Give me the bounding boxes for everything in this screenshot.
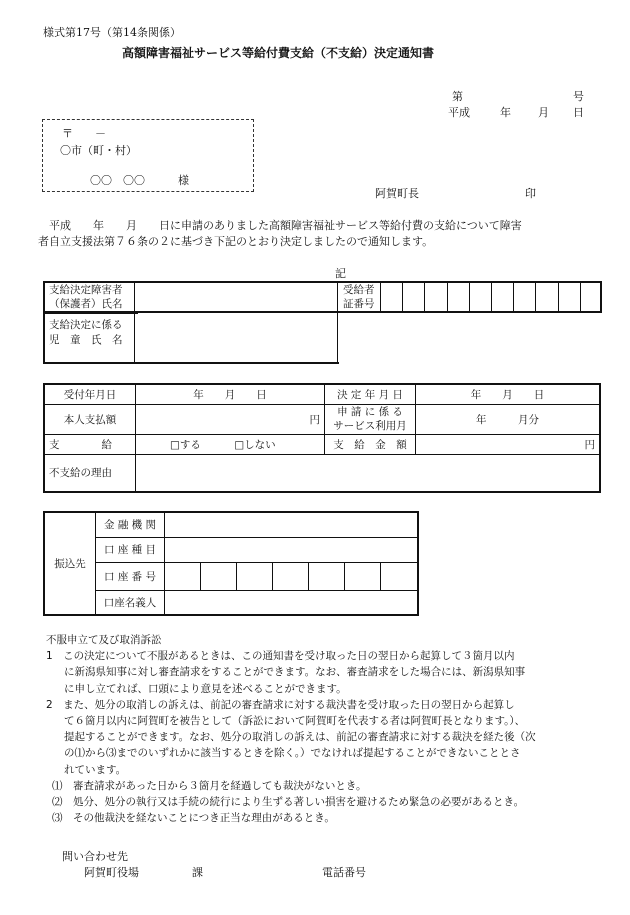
account-digit-cell[interactable]: [380, 562, 418, 590]
decision-date-label: 決 定 年 月 日: [325, 384, 416, 404]
account-digit-cell[interactable]: [344, 562, 380, 590]
note-2-line-e: れています。: [64, 763, 127, 776]
recipient-digit-divider: [535, 281, 536, 313]
recipient-digit-divider: [580, 281, 581, 313]
note-1-line-a: 1 この決定について不服があるときは、この通知書を受け取った日の翌日から起算して３箇月以内: [46, 650, 515, 663]
notes-heading: 不服申立て及び取消訴訟: [46, 634, 162, 646]
date-day: 日: [573, 106, 584, 119]
note-1-line-c: に申し立てれば、口頭により意見を述べることができます。: [64, 682, 347, 695]
document-title: 高額障害福祉サービス等給付費支給（不支給）決定通知書: [122, 46, 435, 60]
payment-label: 支 給: [44, 434, 136, 454]
seal-mark: 印: [525, 187, 536, 200]
recipient-digit-divider: [558, 281, 559, 313]
recipient-digit-divider: [491, 281, 492, 313]
self-pay-value[interactable]: [136, 404, 325, 434]
transfer-table: [43, 511, 419, 616]
note-2-line-c: 提起することができます。なお、処分の取消しの訴えは、前記の審査請求に対する裁決を経た後（次: [64, 731, 536, 744]
body-line-2: 者自立支援法第７６条の２に基づき下記のとおり決定しましたので通知します。: [38, 235, 434, 248]
note-2-line-b: て６箇月以内に阿賀町を被告として（訴訟において阿賀町を代表する者は阿賀町長となります。）、: [64, 715, 526, 728]
account-holder-value[interactable]: [165, 590, 419, 615]
account-holder-label: 口座名義人: [96, 590, 165, 615]
contact-office: 阿賀町役場: [84, 866, 139, 879]
account-type-value[interactable]: [165, 537, 419, 562]
recipient-digit-divider: [469, 281, 470, 313]
contact-ka: 課: [192, 866, 203, 879]
recipient-digit-divider: [424, 281, 425, 313]
child-name-label-2: 児 童 氏 名: [49, 334, 123, 346]
account-digit-cell[interactable]: [236, 562, 272, 590]
recipient-label-1: 受給者: [343, 284, 375, 296]
receipt-date-label: 受付年月日: [44, 384, 136, 404]
contact-phone: 電話番号: [322, 866, 366, 879]
note-1-line-b: に新潟県知事に対し審査請求をすることができます。なお、審査請求をした場合には、新潟県知事: [64, 666, 526, 679]
account-number-label: 口 座 番 号: [96, 562, 165, 590]
date-month: 月: [538, 106, 549, 119]
subnote-1: ⑴ 審査請求があった日から３箇月を経過しても裁決がないとき。: [52, 779, 367, 792]
address-city: 〇市（町・村）: [60, 144, 137, 157]
service-month-label-1: 申 請 に 係 る: [337, 406, 403, 418]
account-digit-cell[interactable]: [200, 562, 236, 590]
decision-date-value[interactable]: 年 月 日: [416, 384, 601, 404]
account-digit-cell[interactable]: [165, 562, 201, 590]
payment-yes-checkbox[interactable]: □する: [170, 438, 201, 451]
child-name-label-1: 支給決定に係る: [49, 319, 123, 331]
applicant-name-label-1: 支給決定障害者: [49, 284, 123, 296]
doc-number-dai: 第: [452, 90, 463, 103]
body-line-1: 平成 年 月 日に申請のありました高額障害福祉サービス等給付費の支給について障害: [38, 219, 522, 232]
account-digit-cell[interactable]: [272, 562, 308, 590]
note-2-line-a: 2 また、処分の取消しの訴えは、前記の審査請求に対する裁決書を受け取った日の翌日から起算し: [46, 698, 515, 711]
bank-label: 金 融 機 関: [96, 512, 165, 537]
yen-unit: 円: [309, 413, 320, 426]
recipient-digit-divider: [513, 281, 514, 313]
subnote-2: ⑵ 処分、処分の執行又は手続の続行により生ずる著しい損害を避けるため緊急の必要があるとき。: [52, 796, 525, 809]
note-2-line-d: の⑴から⑶までのいずれかに該当するときを除く。）でなければ提起することができないこととさ: [64, 747, 521, 760]
payment-no-checkbox[interactable]: □しない: [234, 438, 276, 451]
recipient-label-2: 証番号: [343, 298, 375, 310]
self-pay-label: 本人支払額: [44, 404, 136, 434]
addressee-name: 〇〇 〇〇 様: [90, 174, 189, 187]
applicant-name-label-2: （保護者）氏名: [49, 298, 123, 310]
account-type-label: 口 座 種 目: [96, 537, 165, 562]
recipient-digit-divider: [447, 281, 448, 313]
service-month-value[interactable]: 年 月分: [416, 404, 601, 434]
doc-number-go: 号: [573, 90, 584, 103]
payment-amount-value[interactable]: 円: [416, 434, 601, 454]
date-year: 年: [500, 106, 511, 119]
service-month-label-2: サービス利用月: [333, 420, 407, 432]
subnote-3: ⑶ その他裁決を経ないことにつき正当な理由があるとき。: [52, 812, 335, 825]
reason-label: 不支給の理由: [44, 454, 136, 492]
bank-value[interactable]: [165, 512, 419, 537]
receipt-date-value[interactable]: 年 月 日: [136, 384, 325, 404]
postal-code: 〒 －: [62, 127, 106, 140]
contact-heading: 問い合わせ先: [62, 850, 128, 863]
account-digit-cell[interactable]: [308, 562, 344, 590]
appeal-notes: [46, 632, 616, 826]
ki-heading: 記: [335, 267, 346, 280]
date-era: 平成: [448, 106, 470, 119]
issuer-name: 阿賀町長: [375, 187, 419, 200]
decision-table: [43, 383, 601, 493]
payment-choice: [136, 434, 325, 454]
reason-value[interactable]: [136, 454, 601, 492]
service-month-label: [325, 404, 416, 434]
recipient-digit-divider: [402, 281, 403, 313]
payment-amount-label: 支 給 金 額: [325, 434, 416, 454]
applicant-table: [43, 281, 602, 313]
form-number: 様式第17号（第14条関係）: [43, 26, 181, 39]
transfer-label: 振込先: [44, 512, 96, 615]
